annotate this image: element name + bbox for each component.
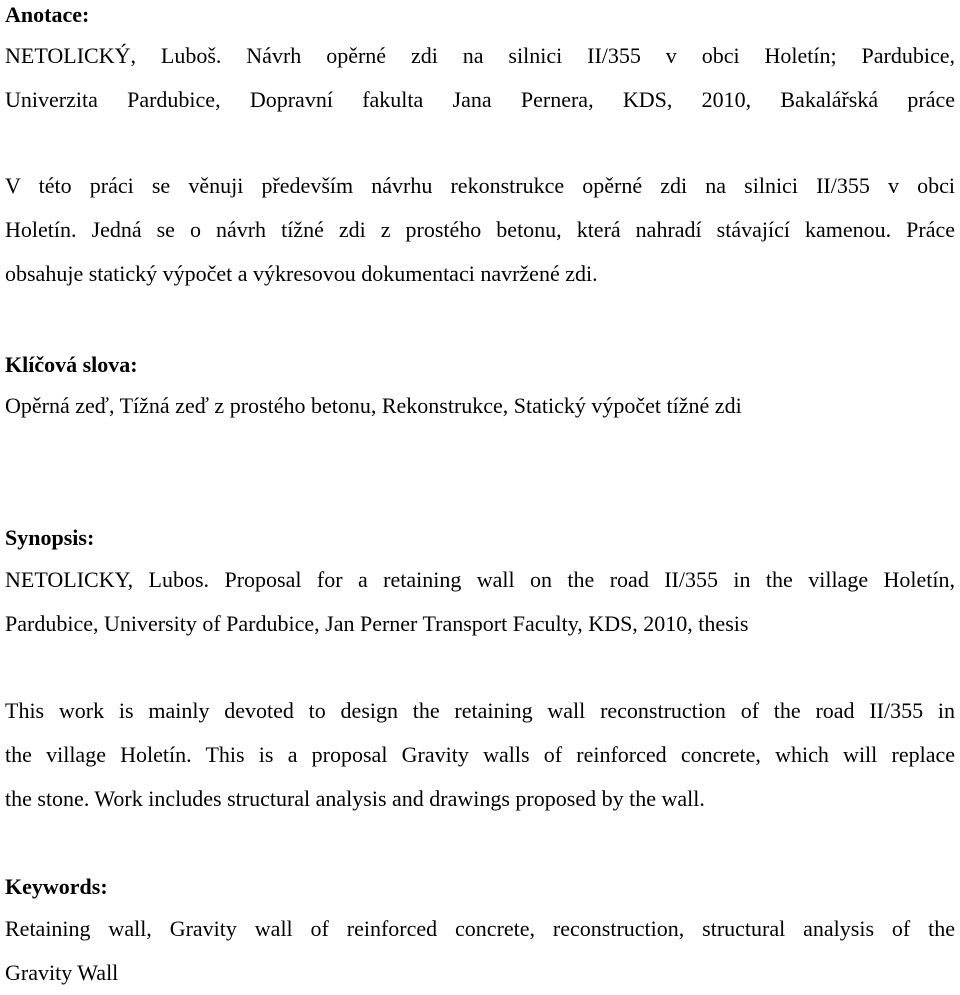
- anotace-abstract: [5, 164, 955, 296]
- klicova-slova-heading: Klíčová slova:: [5, 352, 138, 377]
- klicova-slova-text: [5, 384, 955, 428]
- anotace-abstract-line-1: V této práci se věnuji především návrhu rekonstrukce opěrné zdi na silnici II/355 v obci: [5, 173, 955, 198]
- synopsis-abstract-line-1: This work is mainly devoted to design the retaining wall reconstruction of the road II/355 in: [5, 698, 955, 723]
- keywords-heading: Keywords:: [5, 874, 108, 899]
- synopsis-citation-line-2: Pardubice, University of Pardubice, Jan Perner Transport Faculty, KDS, 2010, thesis: [5, 611, 749, 636]
- klicova-slova-line: Opěrná zeď, Tížná zeď z prostého betonu, Rekonstrukce, Statický výpočet tížné zdi: [5, 393, 742, 418]
- anotace-citation: [5, 34, 955, 122]
- keywords-line-1: Retaining wall, Gravity wall of reinforced concrete, reconstruction, structural analysis of the: [5, 916, 955, 941]
- anotace-abstract-line-2: Holetín. Jedná se o návrh tížné zdi z prostého betonu, která nahradí stávající kamenou. Práce: [5, 217, 955, 242]
- synopsis-abstract: [5, 689, 955, 821]
- anotace-citation-line-1: NETOLICKÝ, Luboš. Návrh opěrné zdi na silnici II/355 v obci Holetín; Pardubice,: [5, 43, 955, 68]
- synopsis-citation-line-1: NETOLICKY, Lubos. Proposal for a retaining wall on the road II/355 in the village Holetín,: [5, 567, 955, 592]
- keywords-text: [5, 907, 955, 995]
- anotace-heading: Anotace:: [5, 2, 90, 27]
- synopsis-citation: [5, 558, 955, 646]
- synopsis-abstract-line-3: the stone. Work includes structural analysis and drawings proposed by the wall.: [5, 786, 705, 811]
- anotace-citation-line-2: Univerzita Pardubice, Dopravní fakulta Jana Pernera, KDS, 2010, Bakalářská práce: [5, 87, 955, 112]
- anotace-abstract-line-3: obsahuje statický výpočet a výkresovou dokumentaci navržené zdi.: [5, 261, 598, 286]
- synopsis-heading: Synopsis:: [5, 525, 95, 550]
- synopsis-abstract-line-2: the village Holetín. This is a proposal Gravity walls of reinforced concrete, which will replace: [5, 742, 955, 767]
- keywords-line-2: Gravity Wall: [5, 960, 119, 985]
